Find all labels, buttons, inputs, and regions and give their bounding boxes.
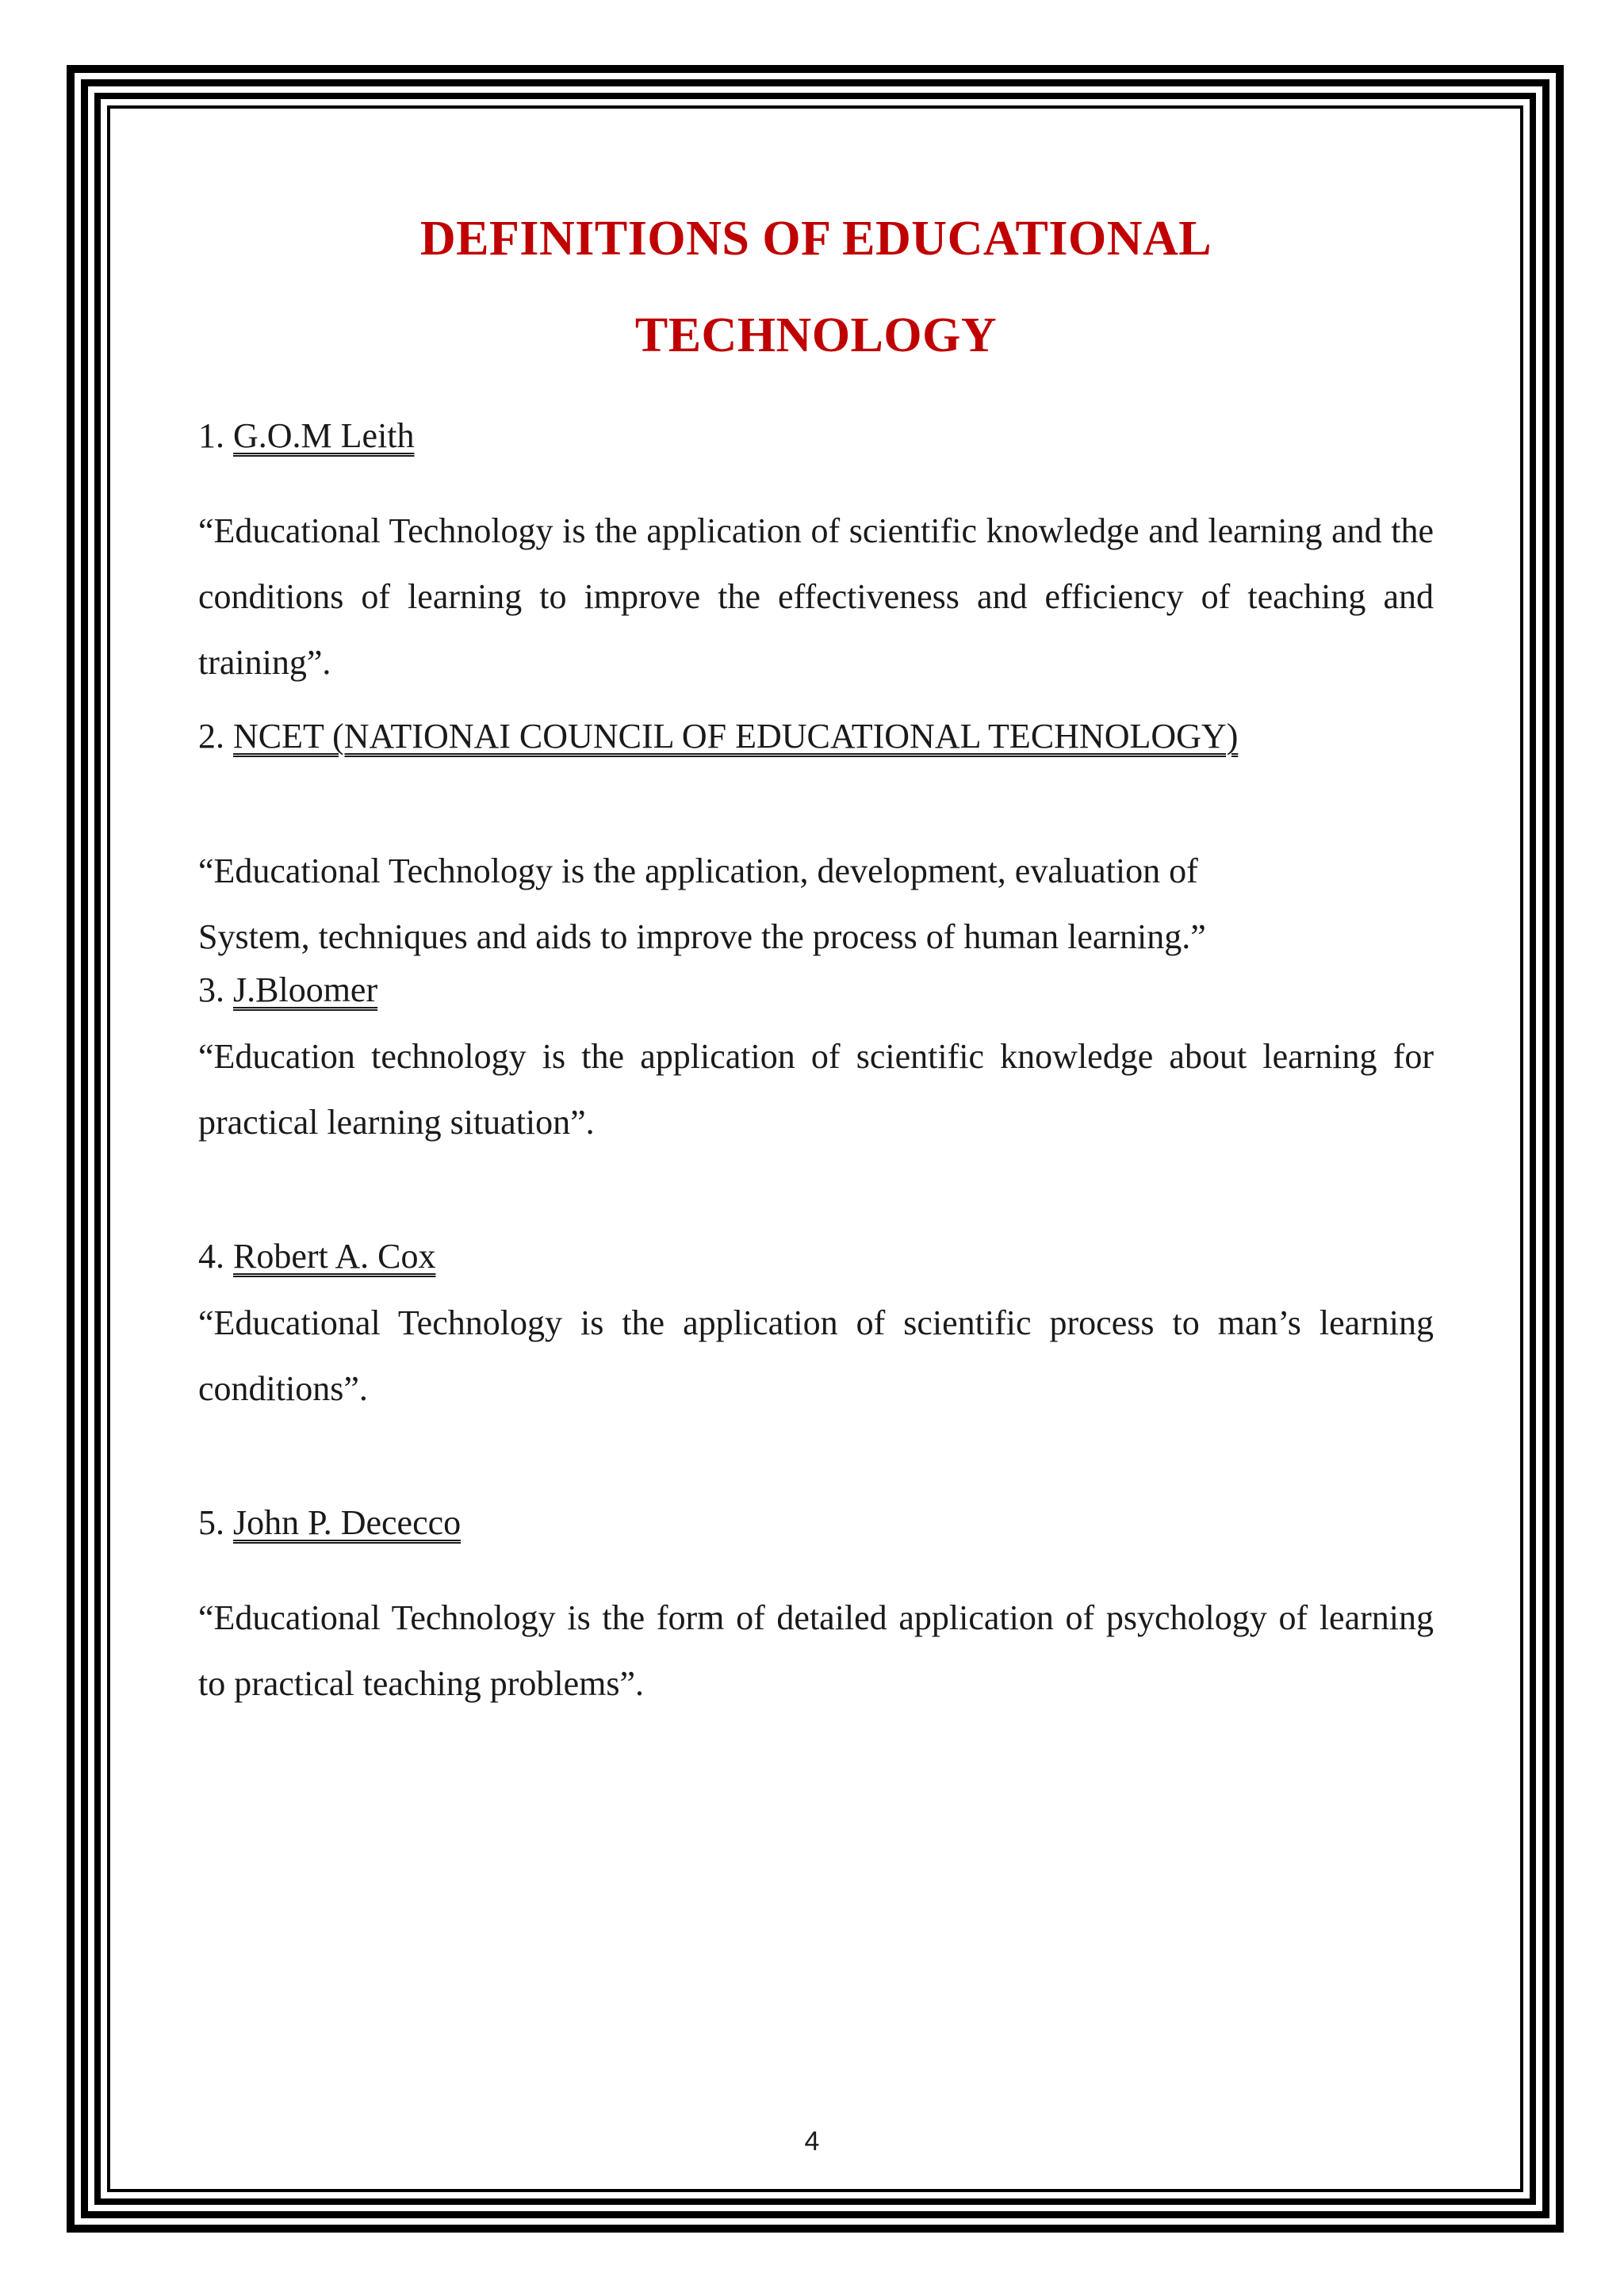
definition-author: J.Bloomer [233,970,378,1009]
definition-number: 2. [198,717,224,756]
page-title-line2: TECHNOLOGY [634,308,998,362]
definition-quote-5: “Educational Technology is the form of detailed application of psychology of learning to practical teaching problems”. [198,1598,1434,1703]
definition-number: 5. [198,1503,224,1542]
page-number: 4 [804,2126,820,2156]
definition-quote-2 [198,838,1434,970]
definition-author: NCET (NATIONAI COUNCIL OF EDUCATIONAL TECHNOLOGY) [233,717,1239,756]
definition-quote-2-line2: System, techniques and aids to improve the process of human learning.” [198,917,1206,956]
page-title-line1: DEFINITIONS OF EDUCATIONAL [419,212,1212,266]
definition-number: 4. [198,1237,224,1276]
definition-heading-3 [198,968,1434,1012]
definition-heading-5 [198,1501,1434,1545]
page-content [198,190,1434,1716]
definition-heading-1 [198,414,1434,458]
definition-author: G.O.M Leith [233,416,415,455]
definition-quote-2-line1: “Educational Technology is the application, development, evaluation of [198,851,1198,890]
definition-number: 3. [198,970,224,1009]
definition-author: Robert A. Cox [233,1237,436,1276]
definition-heading-4 [198,1234,1434,1279]
definition-author: John P. Dececco [233,1503,462,1542]
page-title [198,190,1434,384]
definition-quote-3: “Education technology is the application of scientific knowledge about learning for practical learning situation”. [198,1037,1434,1142]
definition-heading-2 [198,714,1434,759]
definition-number: 1. [198,416,224,455]
definition-quote-4: “Educational Technology is the application of scientific process to man’s learning conditions”. [198,1303,1434,1408]
definition-quote-1: “Educational Technology is the application of scientific knowledge and learning and the conditions of learning to improve the effectiveness and efficiency of teaching and training”. [198,511,1434,682]
